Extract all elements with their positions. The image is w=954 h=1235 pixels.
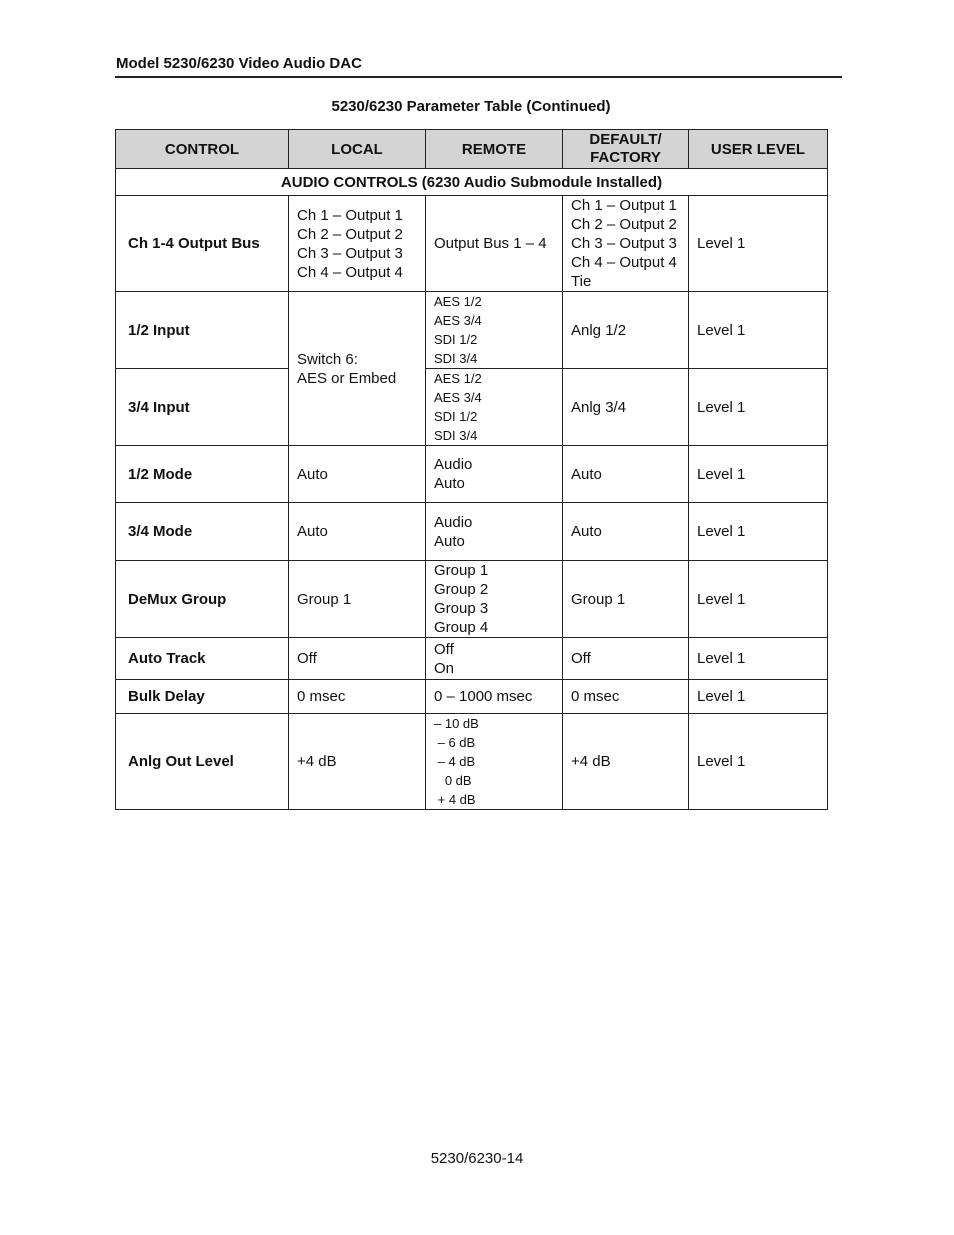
table-row	[116, 714, 828, 810]
remote-cell: AES 1/2 AES 3/4 SDI 1/2 SDI 3/4	[426, 292, 563, 369]
user-level-cell: Level 1	[689, 680, 828, 714]
page-header-title: Model 5230/6230 Video Audio DAC	[116, 55, 362, 72]
table-row	[116, 561, 828, 638]
control-cell: 1/2 Input	[116, 292, 289, 369]
column-header-control: CONTROL	[116, 130, 289, 169]
table-header-row	[116, 130, 828, 169]
control-cell: Ch 1-4 Output Bus	[116, 196, 289, 292]
column-header-default: DEFAULT/ FACTORY	[563, 130, 689, 169]
table-caption: 5230/6230 Parameter Table (Continued)	[331, 98, 611, 115]
user-level-cell: Level 1	[689, 561, 828, 638]
default-cell: 0 msec	[563, 680, 689, 714]
user-level-cell: Level 1	[689, 503, 828, 561]
local-cell: Auto	[289, 446, 426, 503]
default-cell: +4 dB	[563, 714, 689, 810]
table-row	[116, 680, 828, 714]
user-level-cell: Level 1	[689, 292, 828, 369]
local-cell: Ch 1 – Output 1 Ch 2 – Output 2 Ch 3 – Output 3 Ch 4 – Output 4	[289, 196, 426, 292]
control-cell: Auto Track	[116, 638, 289, 680]
local-cell: +4 dB	[289, 714, 426, 810]
control-cell: 1/2 Mode	[116, 446, 289, 503]
table-row	[116, 503, 828, 561]
default-cell: Auto	[563, 446, 689, 503]
column-header-user-level: USER LEVEL	[689, 130, 828, 169]
control-cell: 3/4 Mode	[116, 503, 289, 561]
page-number: 5230/6230-14	[430, 1150, 524, 1167]
remote-cell: Audio Auto	[426, 503, 563, 561]
control-cell: Anlg Out Level	[116, 714, 289, 810]
control-cell: 3/4 Input	[116, 369, 289, 446]
default-cell: Auto	[563, 503, 689, 561]
table-row	[116, 369, 828, 446]
user-level-cell: Level 1	[689, 446, 828, 503]
remote-cell: AES 1/2 AES 3/4 SDI 1/2 SDI 3/4	[426, 369, 563, 446]
remote-cell: Off On	[426, 638, 563, 680]
header-divider	[115, 76, 842, 78]
table-row	[116, 638, 828, 680]
parameter-table	[115, 129, 828, 810]
remote-cell: Audio Auto	[426, 446, 563, 503]
column-header-remote: REMOTE	[426, 130, 563, 169]
local-cell: 0 msec	[289, 680, 426, 714]
default-cell: Group 1	[563, 561, 689, 638]
user-level-cell: Level 1	[689, 369, 828, 446]
remote-cell: Group 1 Group 2 Group 3 Group 4	[426, 561, 563, 638]
default-cell: Anlg 3/4	[563, 369, 689, 446]
local-cell: Off	[289, 638, 426, 680]
table-row	[116, 292, 828, 369]
control-cell: Bulk Delay	[116, 680, 289, 714]
local-cell: Group 1	[289, 561, 426, 638]
remote-cell: 0 – 1000 msec	[426, 680, 563, 714]
section-title: AUDIO CONTROLS (6230 Audio Submodule Installed)	[116, 169, 828, 196]
default-cell: Off	[563, 638, 689, 680]
table-row	[116, 446, 828, 503]
table-row	[116, 196, 828, 292]
user-level-cell: Level 1	[689, 714, 828, 810]
section-row	[116, 169, 828, 196]
user-level-cell: Level 1	[689, 638, 828, 680]
user-level-cell: Level 1	[689, 196, 828, 292]
local-cell: Auto	[289, 503, 426, 561]
control-cell: DeMux Group	[116, 561, 289, 638]
local-cell: Switch 6: AES or Embed	[289, 292, 426, 446]
remote-cell: – 10 dB – 6 dB – 4 dB 0 dB + 4 dB	[426, 714, 563, 810]
default-cell: Anlg 1/2	[563, 292, 689, 369]
default-cell: Ch 1 – Output 1 Ch 2 – Output 2 Ch 3 – Output 3 Ch 4 – Output 4 Tie	[563, 196, 689, 292]
remote-cell: Output Bus 1 – 4	[426, 196, 563, 292]
column-header-local: LOCAL	[289, 130, 426, 169]
